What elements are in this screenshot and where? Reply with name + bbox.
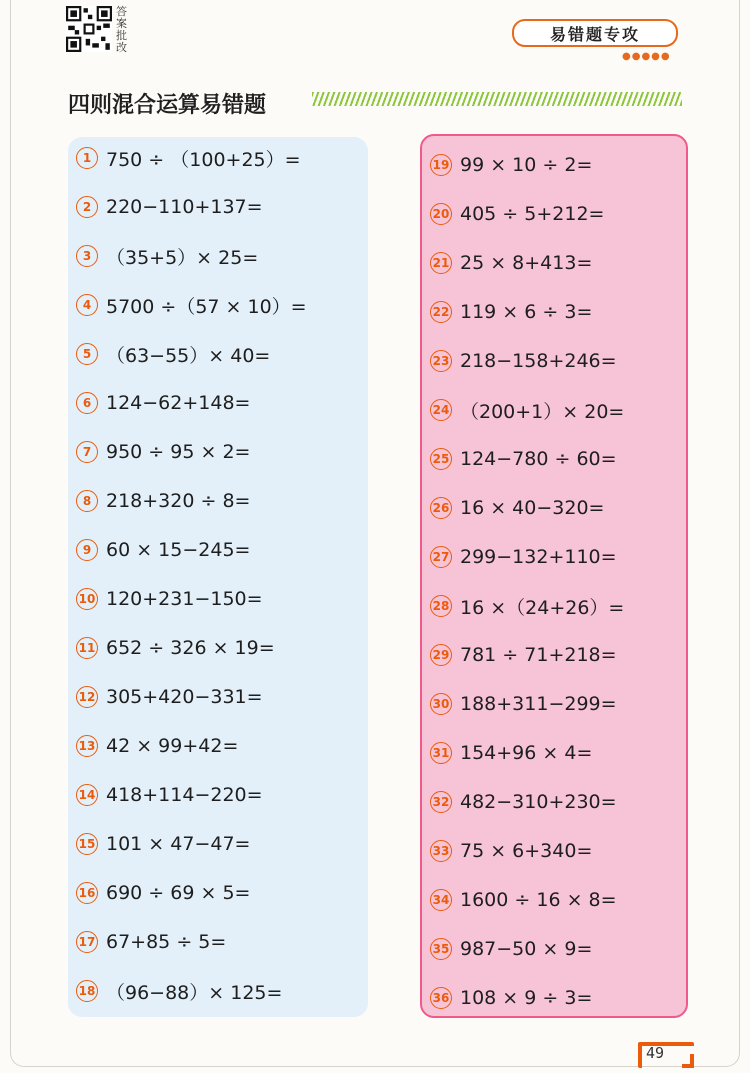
problem-expression: 120+231−150= [106,588,263,610]
problem-item [76,385,250,421]
problem-item [430,833,592,869]
problem-expression: 299−132+110= [460,546,617,568]
problem-expression: 652 ÷ 326 × 19= [106,637,275,659]
problem-number: 26 [430,497,452,519]
problem-number: 35 [430,938,452,960]
problem-expression: 108 × 9 ÷ 3= [460,987,593,1009]
problem-expression: （63−55）× 40= [106,344,271,367]
problem-item [76,924,226,960]
problem-number: 22 [430,301,452,323]
problem-expression: 124−780 ÷ 60= [460,448,617,470]
problem-number: 29 [430,644,452,666]
problem-expression: 987−50 × 9= [460,938,593,960]
page-number-bracket-corner [682,1054,694,1068]
problem-item [430,294,592,330]
problem-item [430,980,592,1016]
problem-expression: 1600 ÷ 16 × 8= [460,889,617,911]
problem-expression: 950 ÷ 95 × 2= [106,441,251,463]
problem-number: 32 [430,791,452,813]
problem-expression: （96−88）× 125= [106,981,283,1004]
problem-item [76,189,263,225]
problem-item [76,140,301,176]
problem-item [430,147,592,183]
problem-number: 27 [430,546,452,568]
problem-expression: 690 ÷ 69 × 5= [106,882,251,904]
header-dots: ●●●●● [622,51,671,62]
problem-expression: 154+96 × 4= [460,742,593,764]
problem-number: 25 [430,448,452,470]
problem-item [76,630,275,666]
problem-number: 6 [76,392,98,414]
problem-number: 23 [430,350,452,372]
problem-expression: 482−310+230= [460,791,617,813]
title-hatch-decoration [312,92,682,106]
header-tag: 易错题专攻 [512,19,678,47]
problem-number: 3 [76,245,98,267]
problem-number: 34 [430,889,452,911]
qr-code-icon[interactable] [66,6,112,52]
problem-expression: 218−158+246= [460,350,617,372]
problem-expression: 75 × 6+340= [460,840,593,862]
problem-number: 19 [430,154,452,176]
problem-expression: 119 × 6 ÷ 3= [460,301,593,323]
problem-expression: 781 ÷ 71+218= [460,644,617,666]
problem-expression: 305+420−331= [106,686,263,708]
problem-item [430,441,617,477]
problem-item [76,483,250,519]
problem-item [76,973,282,1009]
problem-item [76,434,250,470]
problem-expression: 42 × 99+42= [106,735,239,757]
problem-expression: 188+311−299= [460,693,617,715]
problem-item [76,287,307,323]
section-title: 四则混合运算易错题 [68,93,267,118]
problem-expression: 101 × 47−47= [106,833,251,855]
problem-item [430,392,624,428]
problem-expression: （200+1）× 20= [460,400,625,423]
problem-number: 11 [76,637,98,659]
problem-expression: 60 × 15−245= [106,539,251,561]
problem-item [430,490,604,526]
problem-expression: 99 × 10 ÷ 2= [460,154,593,176]
problem-item [430,343,617,379]
problem-expression: 67+85 ÷ 5= [106,931,227,953]
problem-expression: 16 × 40−320= [460,497,605,519]
problem-number: 2 [76,196,98,218]
problem-item [430,686,617,722]
problem-expression: 220−110+137= [106,196,263,218]
problem-item [430,637,617,673]
problem-item [76,728,238,764]
problem-item [76,826,250,862]
problem-number: 15 [76,833,98,855]
problem-item [76,336,270,372]
qr-caption: 答案批改 [116,5,127,54]
problem-item [430,931,592,967]
problem-number: 13 [76,735,98,757]
problem-item [430,588,624,624]
problem-item [430,784,617,820]
problem-number: 12 [76,686,98,708]
problem-number: 1 [76,147,98,169]
problem-number: 18 [76,980,98,1002]
page-number: 49 [646,1044,665,1062]
problem-number: 30 [430,693,452,715]
problem-expression: 418+114−220= [106,784,263,806]
problem-number: 31 [430,742,452,764]
problem-item [430,245,592,281]
problem-expression: 405 ÷ 5+212= [460,203,605,225]
problem-number: 10 [76,588,98,610]
problem-number: 33 [430,840,452,862]
problem-number: 16 [76,882,98,904]
problem-item [430,882,617,918]
problem-expression: 218+320 ÷ 8= [106,490,251,512]
problem-expression: 124−62+148= [106,392,251,414]
problem-item [76,875,250,911]
problem-item [76,238,258,274]
problem-item [76,581,263,617]
problem-number: 14 [76,784,98,806]
problem-number: 5 [76,343,98,365]
problem-expression: 5700 ÷（57 × 10）= [106,295,307,318]
problem-number: 24 [430,399,452,421]
problem-item [76,532,250,568]
problem-item [76,679,263,715]
problem-number: 9 [76,539,98,561]
problem-item [430,539,617,575]
problem-number: 8 [76,490,98,512]
problem-number: 7 [76,441,98,463]
problem-number: 21 [430,252,452,274]
problem-expression: 25 × 8+413= [460,252,593,274]
problem-item [430,196,604,232]
problem-expression: 16 ×（24+26）= [460,596,625,619]
problem-expression: 750 ÷ （100+25）= [106,148,301,171]
problem-number: 4 [76,294,98,316]
problem-item [430,735,592,771]
problem-item [76,777,263,813]
problem-number: 17 [76,931,98,953]
problem-number: 28 [430,595,452,617]
problem-expression: （35+5）× 25= [106,246,259,269]
problem-number: 20 [430,203,452,225]
problem-number: 36 [430,987,452,1009]
